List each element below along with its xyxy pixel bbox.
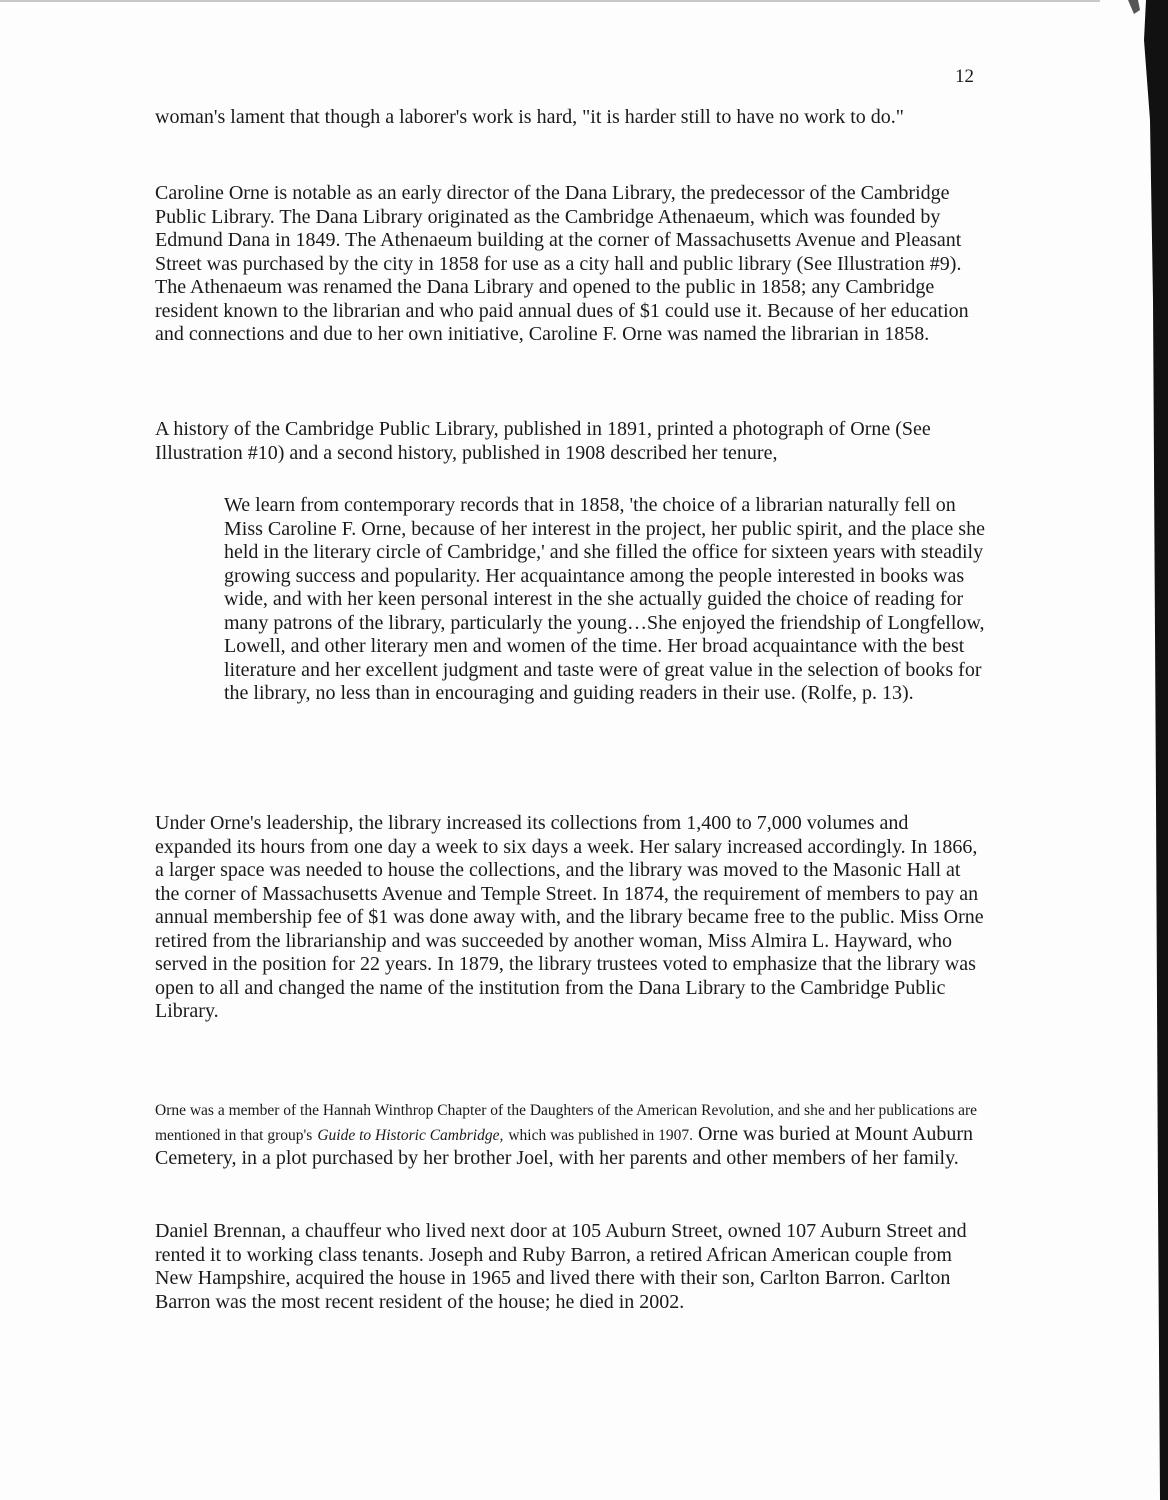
paragraph-library-history: A history of the Cambridge Public Library, published in 1891, printed a photograph of Orne (See Illustration #10) and a second history, published in 1908 described her tenure, [155, 418, 931, 464]
dar-text-part-a: Orne was a member of the Hannah Winthrop Chapter of the Daughters of the American Revolution, and she and her publications are mentioned in that group's [155, 1102, 978, 1144]
page-number: 12 [955, 66, 974, 87]
paragraph-dana-library: Caroline Orne is notable as an early director of the Dana Library, the predecessor of the Cambridge Public Library. The Dana Library originated as the Cambridge Athenaeum, which was founded by Edmund Dana in 1849. The Athenaeum building at the corner of Massachusetts Avenue and Pleasant Street was purchased by the city in 1858 for use as a city hall and public library (See Illustration #9). The Athenaeum was renamed the Dana Library and opened to the public in 1858; any Cambridge resident known to the librarian and who paid annual dues of $1 could use it. Because of her education and connections and due to her own initiative, Caroline F. Orne was named the librarian in 1858. [155, 182, 969, 345]
paragraph-barron-family: Daniel Brennan, a chauffeur who lived next door at 105 Auburn Street, owned 107 Auburn Street and rented it to working class tenants. Joseph and Ruby Barron, a retired African American couple from New Hampshire, acquired the house in 1965 and lived there with their son, Carlton Barron. Carlton Barron was the most recent resident of the house; he died in 2002. [155, 1220, 967, 1313]
burial-text: Orne was buried at Mount Auburn Cemetery, in a plot purchased by her brother Joel, with her parents and other members of her family. [155, 1122, 973, 1169]
scan-top-edge [0, 0, 1100, 2]
paragraph-orne-leadership: Under Orne's leadership, the library increased its collections from 1,400 to 7,000 volumes and expanded its hours from one day a week to six days a week. Her salary increased accordingly. In 1866, a larger space was needed to house the collections, and the library was moved to the Masonic Hall at the corner of Massachusetts Avenue and Temple Street. In 1874, the requirement of members to pay an annual membership fee of $1 was done away with, and the library became free to the public. Miss Orne retired from the librarianship and was succeeded by another woman, Miss Almira L. Hayward, who served in the position for 22 years. In 1879, the library trustees voted to emphasize that the library was open to all and changed the name of the institution from the Dana Library to the Cambridge Public Library. [155, 812, 984, 1022]
guide-title: Guide to Historic Cambridge, [317, 1126, 504, 1144]
paragraph-intro: woman's lament that though a laborer's work is hard, "it is harder still to have no work to do." [155, 106, 904, 128]
scan-dark-edge [1098, 0, 1168, 1500]
block-quote-rolfe: We learn from contemporary records that in 1858, 'the choice of a librarian naturally fell on Miss Caroline F. Orne, because of her interest in the project, her public spirit, and the place she held in the literary circle of Cambridge,' and she filled the office for sixteen years with steadily growing success and popularity. Her acquaintance among the people interested in books was wide, and with her keen personal interest in the she actually guided the choice of reading for many patrons of the library, particularly the young…She enjoyed the friendship of Longfellow, Lowell, and other literary men and women of the time. Her broad acquaintance with the best literature and her excellent judgment and taste were of great value in the selection of books for the library, no less than in encouraging and guiding readers in their use. (Rolfe, p. 13). [224, 494, 985, 704]
paragraph-dar-membership [155, 1098, 985, 1171]
dar-text-part-b: which was published in 1907. [508, 1126, 694, 1144]
